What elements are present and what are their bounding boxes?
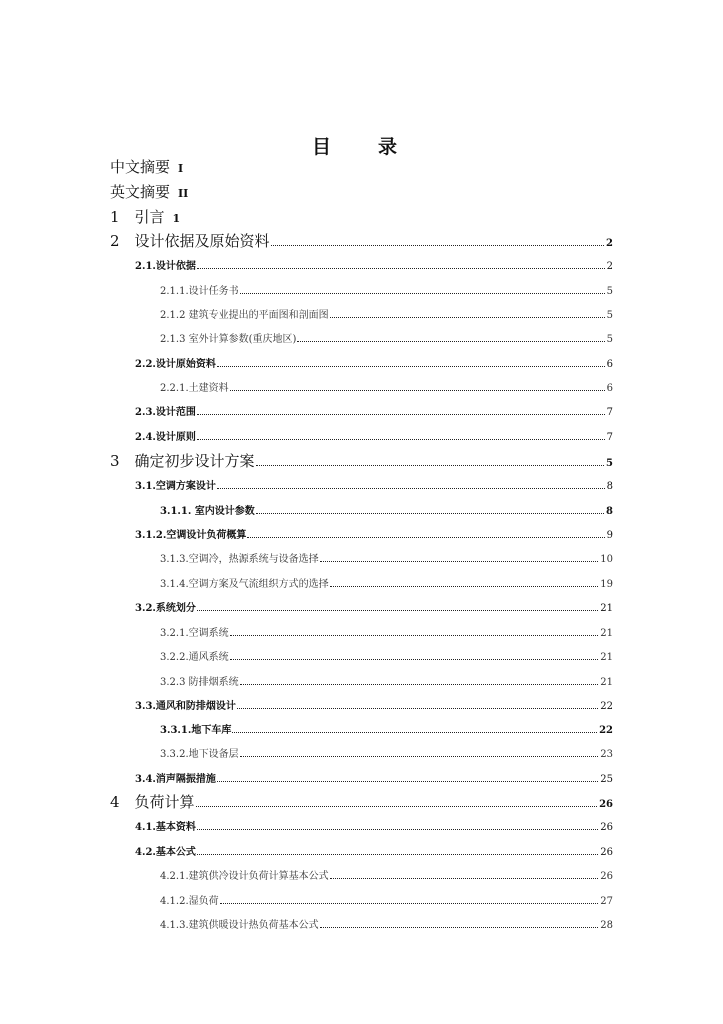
- dot-leader: [330, 316, 605, 318]
- toc-entry-page: 22: [599, 725, 613, 736]
- dot-leader: [320, 560, 599, 562]
- toc-entry[interactable]: [160, 745, 613, 760]
- toc-entry-label: 2.1.1.设计任务书: [160, 286, 239, 297]
- toc-entry[interactable]: [110, 156, 613, 177]
- toc-entry[interactable]: [160, 550, 613, 565]
- dot-leader: [237, 707, 598, 709]
- toc-entry-label: 2.1.3 室外计算参数(重庆地区): [160, 334, 297, 345]
- dot-leader: [271, 244, 604, 246]
- toc-entry[interactable]: [110, 230, 613, 251]
- toc-entry-page: 7: [606, 407, 613, 418]
- toc-entry[interactable]: [160, 892, 613, 907]
- dot-leader: [320, 926, 599, 928]
- toc-entry-label: 3.2.系统划分: [135, 603, 196, 614]
- toc-entry[interactable]: [160, 306, 613, 321]
- toc-entry-page: 19: [600, 579, 613, 590]
- toc-entry[interactable]: [160, 624, 613, 639]
- toc-entry-label: 3.1.空调方案设计: [135, 481, 216, 492]
- toc-entry[interactable]: [135, 403, 613, 418]
- toc-entry-page: 2: [606, 261, 613, 272]
- toc-entry-page: 5: [606, 286, 613, 297]
- toc-entry[interactable]: [160, 916, 613, 931]
- toc-entry-label: 3.2.1.空调系统: [160, 628, 229, 639]
- toc-entry-page: 5: [606, 334, 613, 345]
- toc-entry-page: 21: [600, 603, 613, 614]
- toc-entry-label: 3.3.2.地下设备层: [160, 749, 239, 760]
- dot-leader: [197, 413, 605, 415]
- dot-leader: [330, 585, 599, 587]
- toc-entry-label: 2.2.设计原始资料: [135, 359, 216, 370]
- toc-entry-label: 3.1.2.空调设计负荷概算: [135, 530, 247, 541]
- toc-entry-label: 3.3.1.地下车库: [160, 725, 232, 736]
- dot-leader: [197, 853, 598, 855]
- toc-entry-label: 2.2.1.土建资料: [160, 383, 229, 394]
- toc-entry-label: 4.1.3.建筑供暖设计热负荷基本公式: [160, 920, 319, 931]
- toc-entry-label: 2.1.设计依据: [135, 261, 196, 272]
- toc-entry-page: 21: [600, 677, 613, 688]
- toc-entry-page: 8: [606, 506, 613, 517]
- toc-entry-label: 2.3.设计范围: [135, 407, 196, 418]
- toc-entry-label: 2 设计依据及原始资料: [110, 232, 270, 250]
- toc-entry-page: 27: [600, 896, 613, 907]
- toc-entry-label: 3.3.通风和防排烟设计: [135, 701, 236, 712]
- toc-entry[interactable]: [135, 697, 613, 712]
- page-title: 目 录: [311, 136, 411, 158]
- toc-entry-page: 8: [606, 481, 613, 492]
- toc-entry-label: 3.1.4.空调方案及气流组织方式的选择: [160, 579, 329, 590]
- dot-leader: [247, 536, 604, 538]
- toc-entry[interactable]: [110, 450, 613, 471]
- dot-leader: [230, 389, 605, 391]
- toc-entry-page: 1: [172, 212, 181, 225]
- toc-entry[interactable]: [110, 181, 613, 202]
- toc-entry-label: 1 引言: [110, 208, 165, 226]
- toc-entry[interactable]: [135, 770, 613, 785]
- toc-entry-label: 3.4.消声隔振措施: [135, 774, 216, 785]
- toc-entry-page: 6: [606, 359, 613, 370]
- toc-entry-page: 5: [606, 310, 613, 321]
- toc-entry[interactable]: [135, 599, 613, 614]
- toc-entry[interactable]: [135, 428, 613, 443]
- toc-entry-page: 26: [600, 871, 613, 882]
- dot-leader: [197, 438, 605, 440]
- dot-leader: [217, 487, 605, 489]
- toc-entry-page: 10: [600, 554, 613, 565]
- dot-leader: [196, 805, 598, 807]
- toc-entry-label: 3.1.3.空调冷，热源系统与设备选择: [160, 554, 319, 565]
- toc-entry[interactable]: [160, 330, 613, 345]
- dot-leader: [256, 464, 604, 466]
- toc-entry-label: 中文摘要: [110, 158, 171, 176]
- toc-entry-label: 2.4.设计原则: [135, 432, 196, 443]
- toc-entry[interactable]: [110, 206, 613, 227]
- toc-entry-page: 2: [606, 238, 613, 249]
- dot-leader: [217, 365, 605, 367]
- toc-entry-page: 21: [600, 628, 613, 639]
- toc-entry[interactable]: [135, 257, 613, 272]
- toc-entry-label: 3.2.2.通风系统: [160, 652, 229, 663]
- toc-entry[interactable]: [135, 477, 613, 492]
- dot-leader: [240, 292, 605, 294]
- dot-leader: [297, 340, 604, 342]
- toc-entry-label: 4.1.基本资料: [135, 822, 196, 833]
- dot-leader: [197, 267, 605, 269]
- toc-entry-page: 26: [600, 822, 613, 833]
- toc-entry-page: 9: [606, 530, 613, 541]
- toc-entry-label: 4.1.2.湿负荷: [160, 896, 219, 907]
- toc-entry-page: 23: [600, 749, 613, 760]
- toc-entry[interactable]: [135, 843, 613, 858]
- toc-entry-page: 22: [600, 701, 613, 712]
- toc-entry-label: 3.2.3 防排烟系统: [160, 677, 239, 688]
- toc-entry[interactable]: [160, 648, 613, 663]
- toc-entry-page: 7: [606, 432, 613, 443]
- toc-entry[interactable]: [160, 867, 613, 882]
- dot-leader: [330, 877, 599, 879]
- toc-entry[interactable]: [135, 526, 613, 541]
- toc-entry-page: 26: [599, 799, 613, 810]
- toc-entry-page: 5: [606, 458, 613, 469]
- toc-entry-page: 28: [600, 920, 613, 931]
- dot-leader: [240, 755, 599, 757]
- toc-entry-page: II: [178, 187, 189, 200]
- toc-entry-label: 4 负荷计算: [110, 793, 195, 811]
- toc-entry-label: 4.2.1.建筑供冷设计负荷计算基本公式: [160, 871, 329, 882]
- toc-entry[interactable]: [160, 721, 613, 736]
- toc-entry-label: 英文摘要: [110, 183, 171, 201]
- dot-leader: [230, 634, 599, 636]
- toc-entry-label: 4.2.基本公式: [135, 847, 196, 858]
- dot-leader: [230, 658, 599, 660]
- dot-leader: [240, 683, 599, 685]
- toc-entry-page: 6: [606, 383, 613, 394]
- dot-leader: [232, 731, 597, 733]
- toc-entry[interactable]: [160, 379, 613, 394]
- toc-entry[interactable]: [160, 502, 613, 517]
- toc-entry-page: 25: [600, 774, 613, 785]
- toc-entry[interactable]: [160, 575, 613, 590]
- toc-entry-label: 3.1.1. 室内设计参数: [160, 506, 255, 517]
- dot-leader: [256, 512, 604, 514]
- toc-entry[interactable]: [135, 355, 613, 370]
- toc-entry-page: 21: [600, 652, 613, 663]
- toc-entry-page: I: [178, 162, 184, 175]
- toc-entry[interactable]: [160, 282, 613, 297]
- toc-entry-page: 26: [600, 847, 613, 858]
- toc-entry[interactable]: [135, 818, 613, 833]
- toc-entry[interactable]: [160, 673, 613, 688]
- dot-leader: [220, 902, 599, 904]
- toc-entry[interactable]: [110, 791, 613, 812]
- toc-entry-label: 2.1.2 建筑专业提出的平面图和剖面图: [160, 310, 329, 321]
- dot-leader: [197, 609, 598, 611]
- dot-leader: [217, 780, 598, 782]
- toc-entry-label: 3 确定初步设计方案: [110, 452, 255, 470]
- dot-leader: [197, 828, 598, 830]
